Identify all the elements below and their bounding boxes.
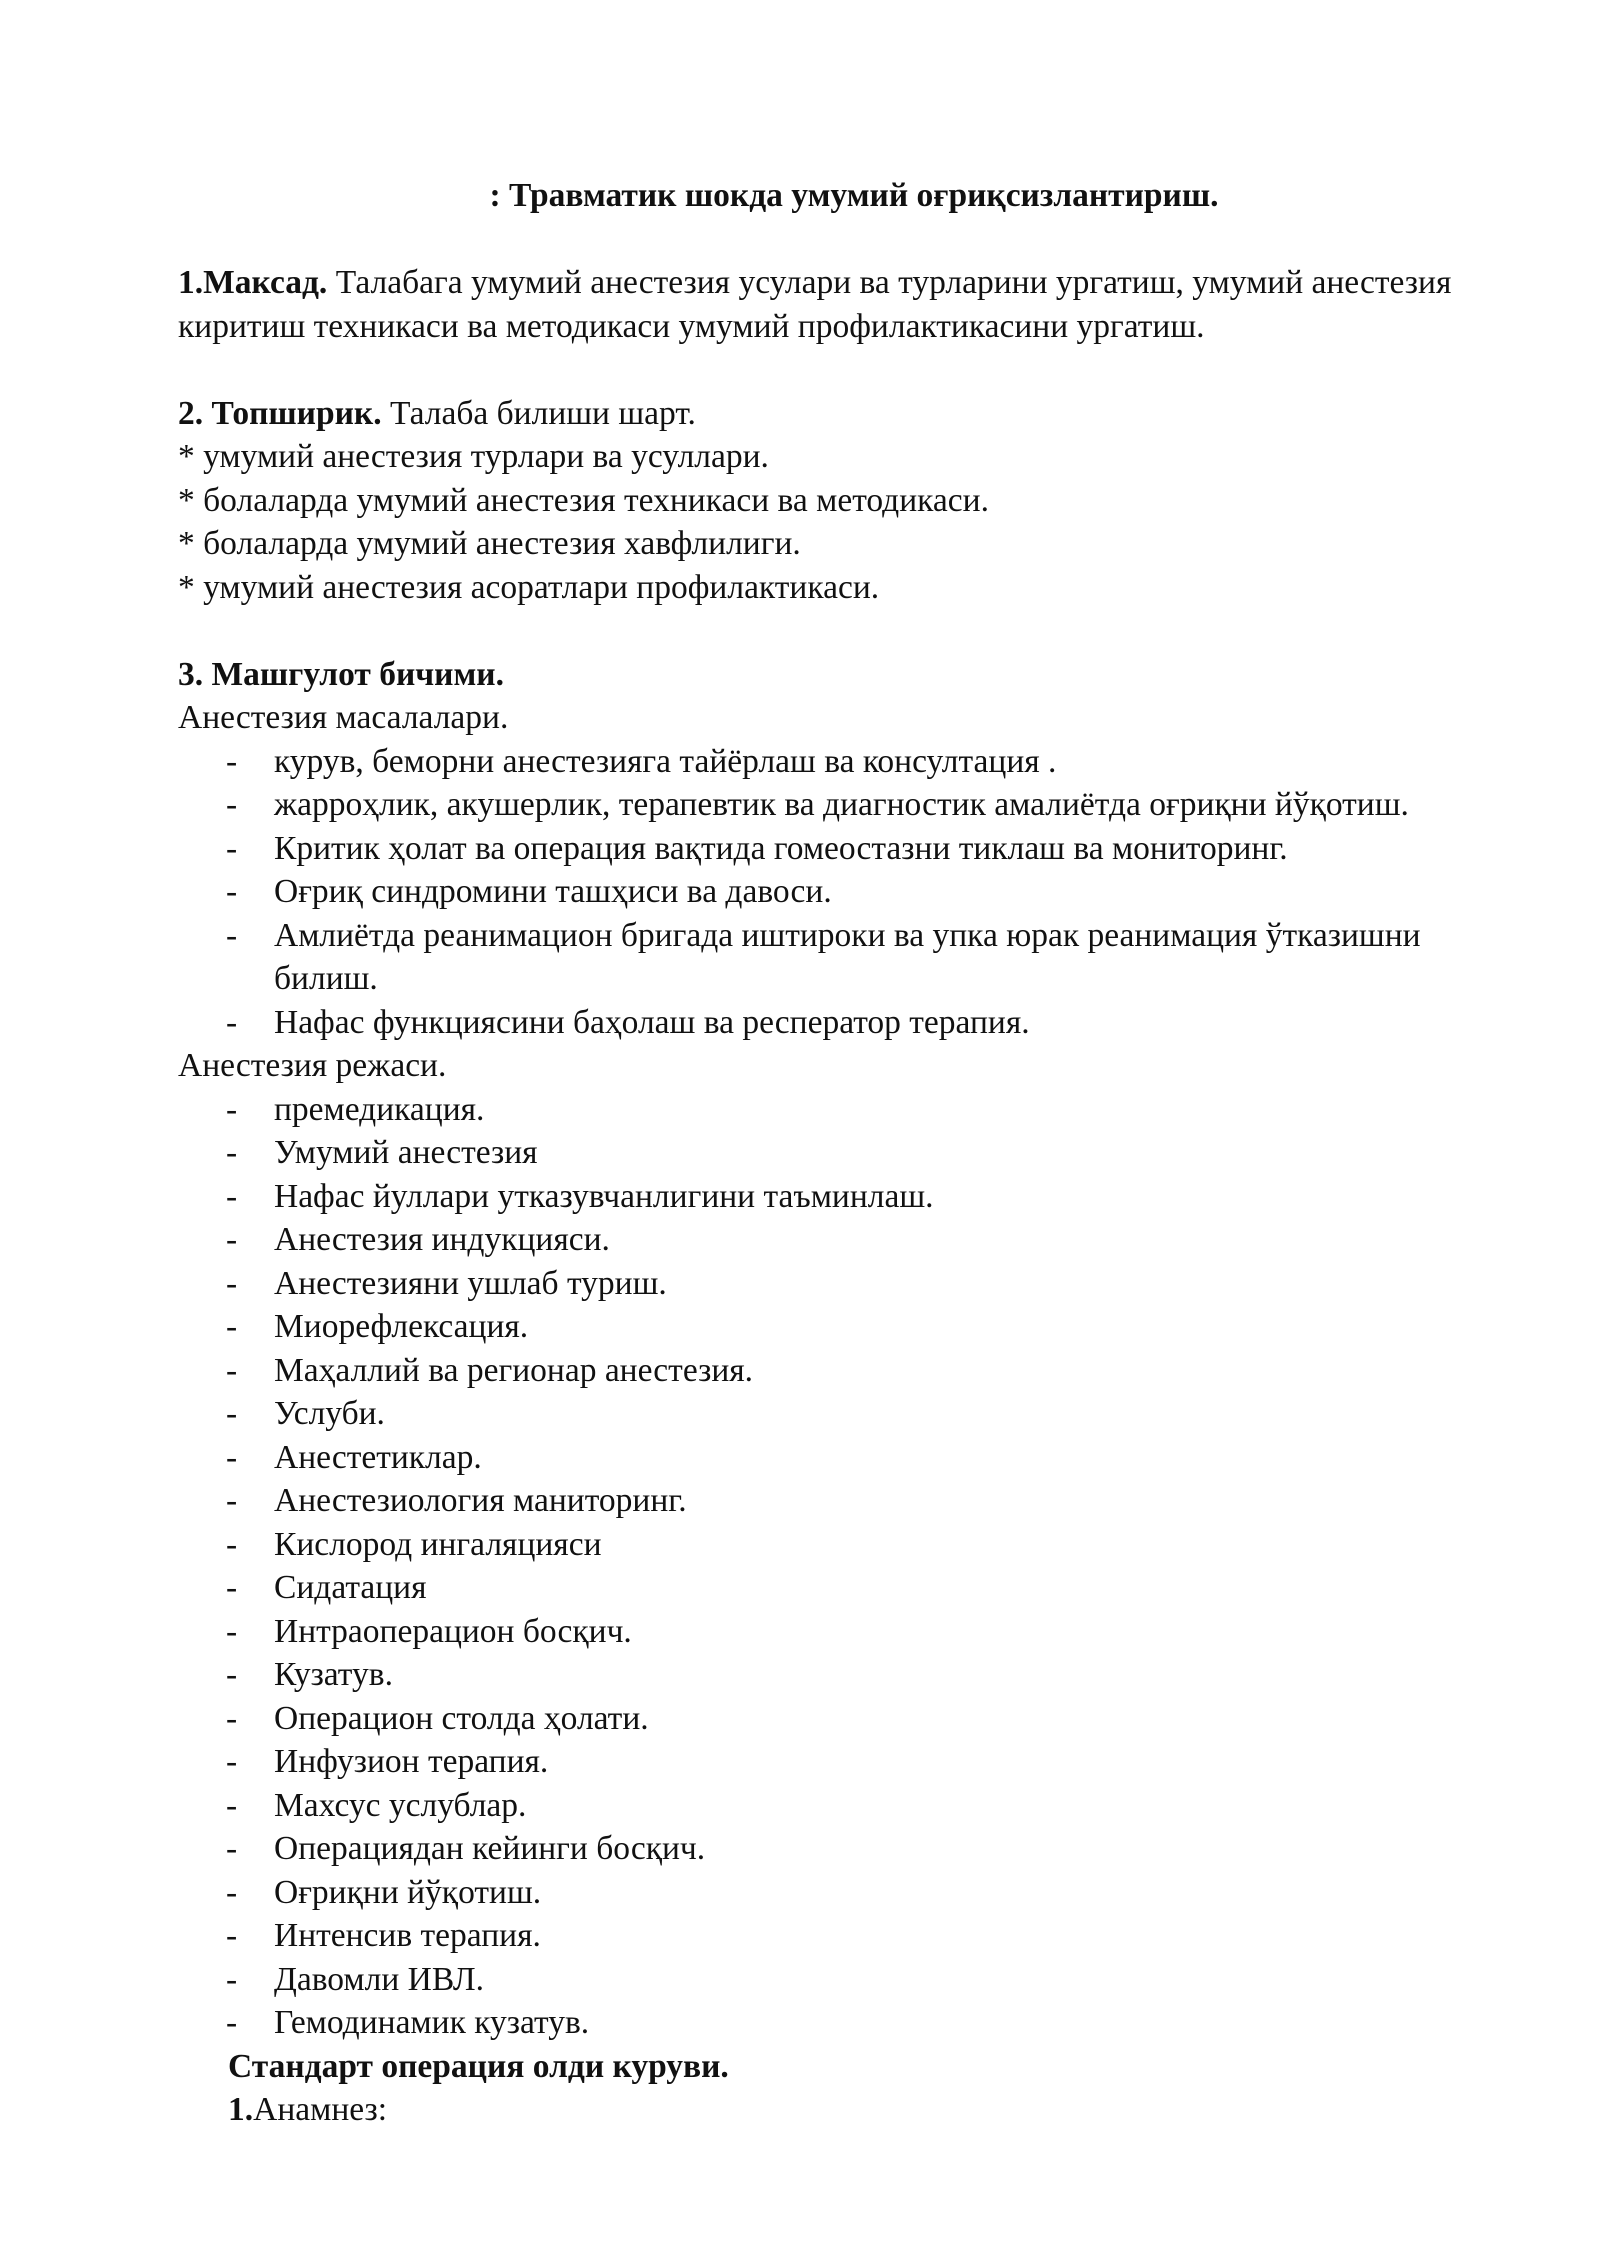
task-item: * умумий анестезия турлари ва усуллари. [178,438,769,475]
issues-item: - Критик ҳолат ва операция вақтида гомеостазни тиклаш ва мониторинг. [226,827,1480,871]
plan-item: - Операцион столда ҳолати. [226,1697,1480,1741]
plan-item: - Махсус услублар. [226,1784,1480,1828]
document-title: : Травматик шокда умумий оғриқсизлантириш. [489,177,1219,214]
plan-item: - Умумий анестезия [226,1131,1480,1175]
plan-item: - Кузатув. [226,1653,1480,1697]
plan-item: - Инфузион терапия. [226,1740,1480,1784]
plan-item: - Гемодинамик кузатув. [226,2001,1480,2045]
plan-item: - Маҳаллий ва регионар анестезия. [226,1349,1480,1393]
anamnesis-text: Анамнез: [253,2091,388,2128]
goal-label: 1.Максад. [178,264,328,301]
spacer [178,609,1480,653]
task-text: Талаба билиши шарт. [381,394,696,432]
plan-item: - Давомли ИВЛ. [226,1958,1480,2002]
plan-item: - премедикация. [226,1088,1480,1132]
issues-item: - Оғриқ синдромини ташҳиси ва давоси. [226,870,1480,914]
task-list [178,435,1480,609]
plan-item: - Анестезиология маниторинг. [226,1479,1480,1523]
issues-item: - курув, беморни анестезияга тайёрлаш ва консултация . [226,740,1480,784]
plan-item: - Нафас йуллари утказувчанлигини таъминлаш. [226,1175,1480,1219]
plan-item: - Интраоперацион босқич. [226,1610,1480,1654]
plan-item: - Услуби. [226,1392,1480,1436]
task-item: * умумий анестезия асоратлари профилактикаси. [178,568,880,606]
task-label: 2. Топширик. [178,394,382,432]
plan-item: - Миорефлексация. [226,1305,1480,1349]
anamnesis-number: 1. [228,2091,254,2128]
plan-item: - Сидатация [226,1566,1480,1610]
standard-heading: Стандарт операция олди куруви. [228,2047,729,2085]
plan-item: - Анестезия индукцияси. [226,1218,1480,1262]
issues-heading: Анестезия масалалари. [178,699,509,736]
plan-item: - Оғриқни йўқотиш. [226,1871,1480,1915]
spacer [178,348,1480,392]
issues-item: - жарроҳлик, акушерлик, терапевтик ва диагностик амалиётда оғриқни йўқотиш. [226,783,1480,827]
anamnesis-line [178,2088,1480,2132]
plan-item: - Кислород ингаляцияси [226,1523,1480,1567]
plan-item: - Интенсив терапия. [226,1914,1480,1958]
task-item: * болаларда умумий анестезия хавфлилиги. [178,525,801,562]
task-paragraph [178,392,1480,436]
goal-text: Талабага умумий анестезия усулари ва турларини ургатиш, умумий анестезия киритиш техникаси ва методикаси умумий профилактикасини ургатиш. [178,264,1452,345]
issues-item: - Нафас функциясини баҳолаш ва респератор терапия. [226,1001,1480,1045]
plan-list [178,1088,1480,2045]
plan-heading: Анестезия режаси. [178,1047,447,1084]
plan-item: - Анестетиклар. [226,1436,1480,1480]
goal-paragraph [178,261,1480,348]
issues-list [178,740,1480,1045]
lesson-heading: 3. Машгулот бичими. [178,655,504,693]
plan-item: - Операциядан кейинги босқич. [226,1827,1480,1871]
issues-item: - Амлиётда реанимацион бригада иштироки ва упка юрак реанимация ўтказишни билиш. [226,914,1480,1001]
plan-item: - Анестезияни ушлаб туриш. [226,1262,1480,1306]
task-item: * болаларда умумий анестезия техникаси ва методикаси. [178,481,989,519]
